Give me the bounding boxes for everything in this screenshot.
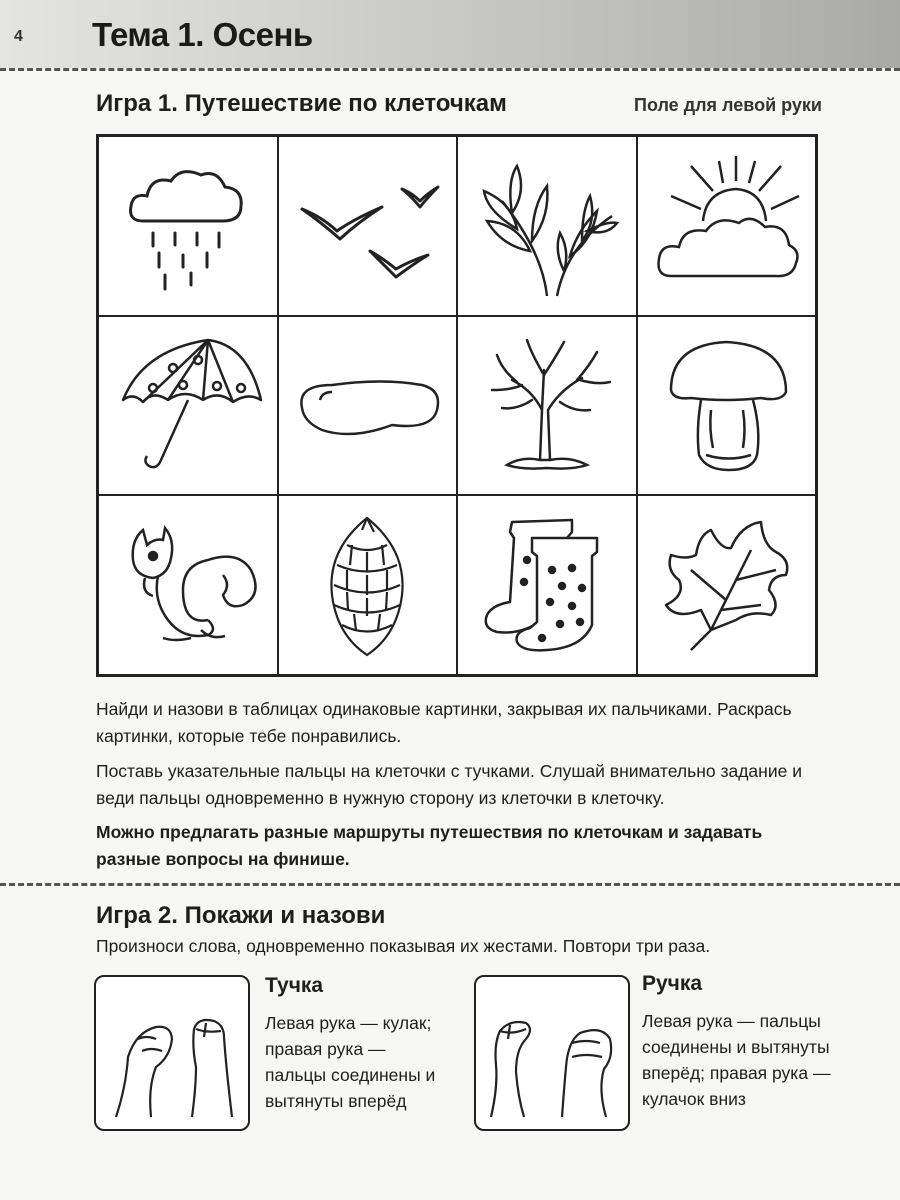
grid-cell-twigs[interactable] [457, 136, 637, 316]
hands-handle-gesture-icon [476, 977, 628, 1129]
squirrel-icon [113, 510, 263, 660]
bare-tree-icon [472, 330, 622, 480]
game2-instruction: Произноси слова, одновременно показывая их жестами. Повтори три раза. [96, 936, 711, 956]
hands-cloud-gesture-icon [96, 977, 248, 1129]
grid-cell-rain-cloud[interactable] [98, 136, 278, 316]
instruction-paragraph-2: Поставь указательные пальцы на клеточки с тучками. Слушай внимательно задание и веди пальцы одновременно в нужную сторону из клеточки в клеточку. [96, 761, 802, 808]
grid-cell-sun-cloud[interactable] [637, 136, 817, 316]
grid-cell-puddle[interactable] [278, 316, 458, 496]
maple-leaf-icon [651, 510, 801, 660]
grid-cell-tree[interactable] [457, 316, 637, 496]
grid-cell-leaf[interactable] [637, 495, 817, 675]
mushroom-icon [651, 330, 801, 480]
grid-cell-boots[interactable] [457, 495, 637, 675]
gesture-image-ruchka [474, 975, 630, 1131]
grid-cell-pinecone[interactable] [278, 495, 458, 675]
field-label: Поле для левой руки [634, 95, 822, 115]
gesture-description-ruchka: Левая рука — пальцы соединены и вытянуты вперёд; правая рука — кулачок вниз [642, 1011, 831, 1109]
boots-icon [472, 510, 622, 660]
page-number: 4 [14, 28, 23, 45]
picture-grid [96, 134, 818, 677]
grid-cell-mushroom[interactable] [637, 316, 817, 496]
grid-cell-squirrel[interactable] [98, 495, 278, 675]
birds-icon [292, 151, 442, 301]
gesture-description-tuchka: Левая рука — кулак; правая рука — пальцы соединены и вытянуты вперёд [265, 1013, 436, 1111]
page-title: Тема 1. Осень [92, 16, 313, 53]
game2-title: Игра 2. Покажи и назови [96, 902, 386, 929]
rain-cloud-icon [113, 151, 263, 301]
gesture-image-tuchka [94, 975, 250, 1131]
gesture-name-tuchka: Тучка [265, 974, 324, 997]
instruction-paragraph-3: Можно предлагать разные маршруты путешествия по клеточкам и задавать разные вопросы на финише. [96, 822, 763, 869]
grid-cell-umbrella[interactable] [98, 316, 278, 496]
pinecone-icon [292, 510, 442, 660]
instruction-paragraph-1: Найди и назови в таблицах одинаковые картинки, закрывая их пальчиками. Раскрась картинки, которые тебе понравились. [96, 699, 792, 746]
puddle-icon [292, 330, 442, 480]
divider-middle [0, 883, 900, 886]
gesture-name-ruchka: Ручка [642, 972, 703, 995]
umbrella-icon [113, 330, 263, 480]
twigs-icon [472, 151, 622, 301]
divider-top [0, 68, 900, 71]
grid-cell-birds[interactable] [278, 136, 458, 316]
game1-title: Игра 1. Путешествие по клеточкам [96, 90, 507, 117]
sun-cloud-icon [651, 151, 801, 301]
